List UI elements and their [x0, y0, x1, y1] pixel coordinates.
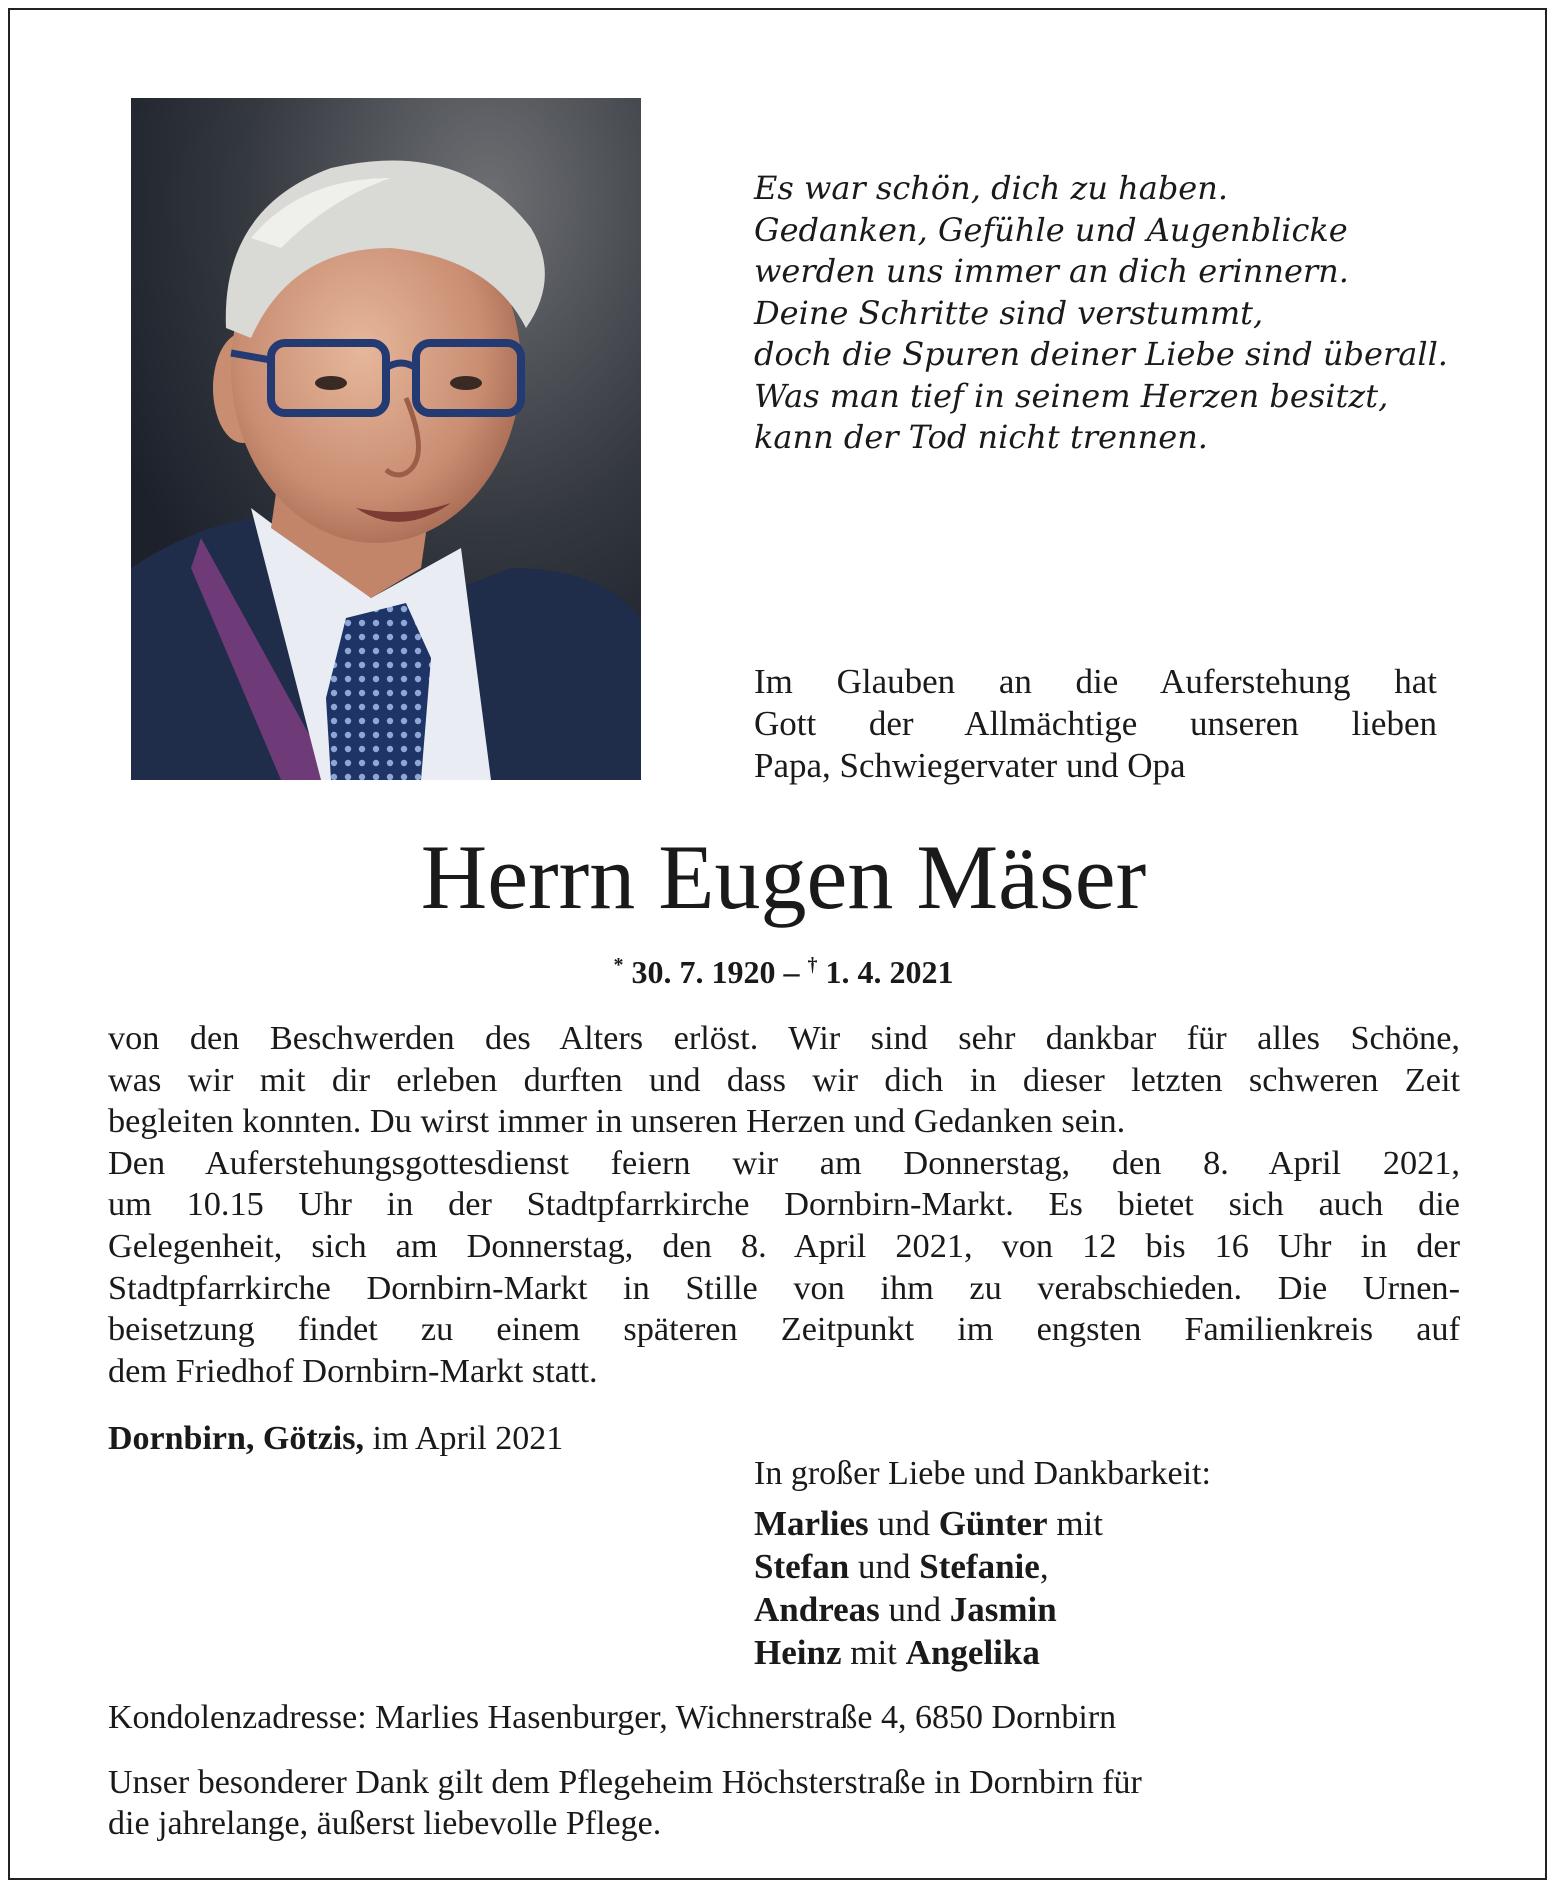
birth-date: 30. 7. 1920 –: [631, 954, 800, 990]
body-line: was wir mit dir erleben durften und dass wir dich in dieser letzten schweren Zeit: [108, 1060, 1460, 1099]
family-name: Marlies: [754, 1504, 869, 1543]
body-line: von den Beschwerden des Alters erlöst. Wir sind sehr dankbar für alles Schöne,: [108, 1019, 1460, 1057]
family-line: [754, 1502, 1103, 1545]
poem-line: kann der Tod nicht trennen.: [754, 418, 1208, 456]
sign-off: In großer Liebe und Dankbarkeit:: [754, 1455, 1211, 1492]
body-line: begleiten konnten. Du wirst immer in unseren Herzen und Gedanken sein.: [108, 1102, 1126, 1141]
family-joiner: mit: [1056, 1504, 1104, 1543]
family-joiner: und: [888, 1590, 942, 1629]
poem-line: Es war schön, dich zu haben.: [754, 169, 1229, 207]
family-name: Jasmin: [949, 1590, 1057, 1629]
family-name: Stefan: [754, 1547, 850, 1586]
family-joiner: und: [858, 1547, 911, 1586]
poem-line: Deine Schritte sind verstummt,: [754, 293, 1264, 332]
poem-line: werden uns immer an dich erinnern.: [754, 252, 1349, 290]
family-name: Stefanie: [919, 1547, 1040, 1586]
family-punctuation: ,: [1039, 1547, 1049, 1586]
family-line: [754, 1588, 1103, 1631]
family-name: Andreas: [754, 1590, 880, 1629]
death-date: 1. 4. 2021: [825, 954, 954, 990]
thanks-line: Unser besonderer Dank gilt dem Pflegeheim Höchsterstraße in Dornbirn für: [108, 1764, 1142, 1801]
memorial-poem: [754, 168, 1474, 459]
place-and-date: [108, 1418, 563, 1460]
portrait-illustration: [131, 98, 641, 780]
body-line: beisetzung findet zu einem späteren Zeitpunkt im engsten Familienkreis auf: [108, 1310, 1460, 1349]
family-name: Günter: [938, 1504, 1048, 1543]
intro-line: Papa, Schwiegervater und Opa: [754, 746, 1186, 785]
thanks-note: [108, 1762, 1142, 1844]
family-joiner: und: [877, 1504, 930, 1543]
body-line: Den Auferstehungsgottesdienst feiern wir am Donnerstag, den 8. April 2021,: [108, 1143, 1460, 1182]
deceased-name: Herrn Eugen Mäser: [420, 826, 1147, 928]
intro-line: Gott der Allmächtige unseren lieben: [754, 704, 1437, 743]
body-line: dem Friedhof Dornbirn-Markt statt.: [108, 1351, 598, 1390]
intro-text: [754, 661, 1437, 787]
life-dates: [0, 945, 1567, 992]
condolence-address: Kondolenzadresse: Marlies Hasenburger, Wichnerstraße 4, 6850 Dornbirn: [108, 1699, 1117, 1736]
body-line: um 10.15 Uhr in der Stadtpfarrkirche Dornbirn-Markt. Es bietet sich auch die: [108, 1185, 1460, 1224]
thanks-line: die jahrelange, äußerst liebevolle Pflege.: [108, 1805, 662, 1842]
poem-line: doch die Spuren deiner Liebe sind überall.: [754, 335, 1448, 373]
places: Dornbirn, Götzis,: [108, 1420, 364, 1457]
poem-line: Gedanken, Gefühle und Augenblicke: [754, 210, 1348, 249]
body-line: Gelegenheit, sich am Donnerstag, den 8. April 2021, von 12 bis 16 Uhr in der: [108, 1226, 1460, 1265]
death-cross-icon: †: [807, 954, 818, 976]
intro-line: Im Glauben an die Auferstehung hat: [754, 662, 1437, 701]
body-line: Stadtpfarrkirche Dornbirn-Markt in Stille von ihm zu verabschieden. Die Urnen-: [108, 1268, 1460, 1307]
portrait-photo: [131, 98, 641, 780]
family-line: [754, 1631, 1103, 1674]
family-joiner: mit: [850, 1633, 897, 1672]
family-line: [754, 1545, 1103, 1588]
notice-date: im April 2021: [372, 1420, 564, 1457]
notice-body: [108, 1018, 1460, 1392]
family-name: Heinz: [754, 1633, 842, 1672]
poem-line: Was man tief in seinem Herzen besitzt,: [754, 376, 1389, 415]
birth-star-icon: *: [613, 954, 624, 976]
family-members: [754, 1502, 1103, 1674]
family-name: Angelika: [905, 1633, 1040, 1672]
